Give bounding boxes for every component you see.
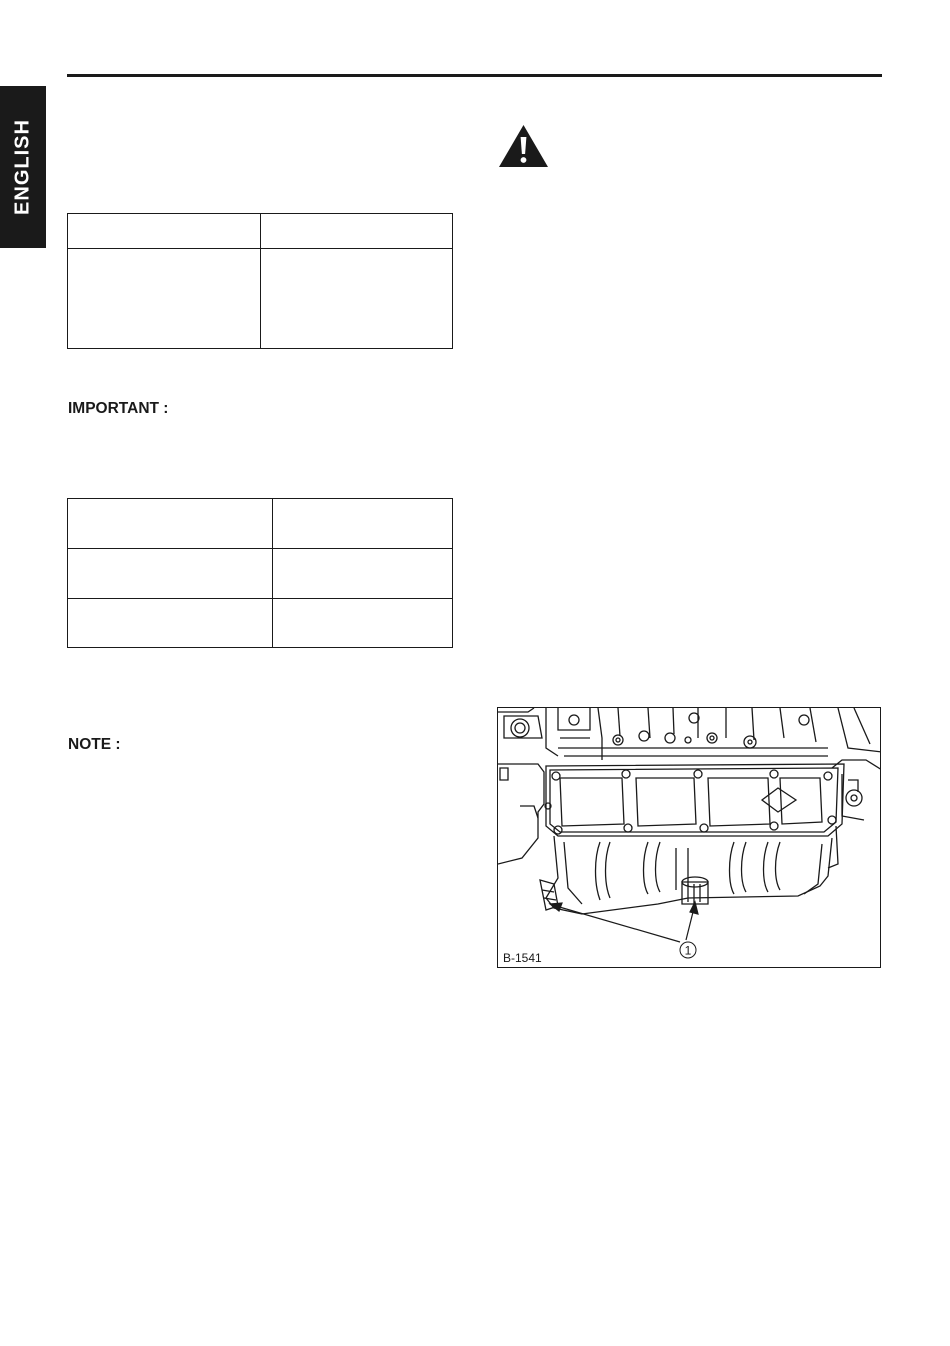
- engine-oil-pan-illustration: [498, 708, 881, 968]
- table-cell: [273, 549, 453, 599]
- callout-number: 1: [684, 943, 692, 958]
- language-tab-label: ENGLISH: [11, 119, 34, 215]
- table-row: [68, 549, 453, 599]
- important-label: IMPORTANT :: [68, 400, 169, 417]
- table-row: [68, 599, 453, 648]
- table-cell: [261, 214, 453, 249]
- table-cell: [68, 249, 261, 349]
- table-cell: [273, 599, 453, 648]
- table-cell: [68, 499, 273, 549]
- table-cell: [68, 549, 273, 599]
- language-tab: [0, 86, 46, 248]
- table-cell: [68, 214, 261, 249]
- figure-code: B-1541: [503, 951, 542, 965]
- table-cell: [273, 499, 453, 549]
- spec-table-1: [67, 213, 453, 349]
- table-row: [68, 499, 453, 549]
- note-label: NOTE :: [68, 736, 121, 753]
- header-rule: [67, 74, 882, 77]
- table-row: [68, 214, 453, 249]
- spec-table-2: [67, 498, 453, 648]
- table-row: [68, 249, 453, 349]
- table-cell: [261, 249, 453, 349]
- warning-icon: [498, 124, 549, 168]
- table-cell: [68, 599, 273, 648]
- engine-oil-pan-figure: [497, 707, 881, 968]
